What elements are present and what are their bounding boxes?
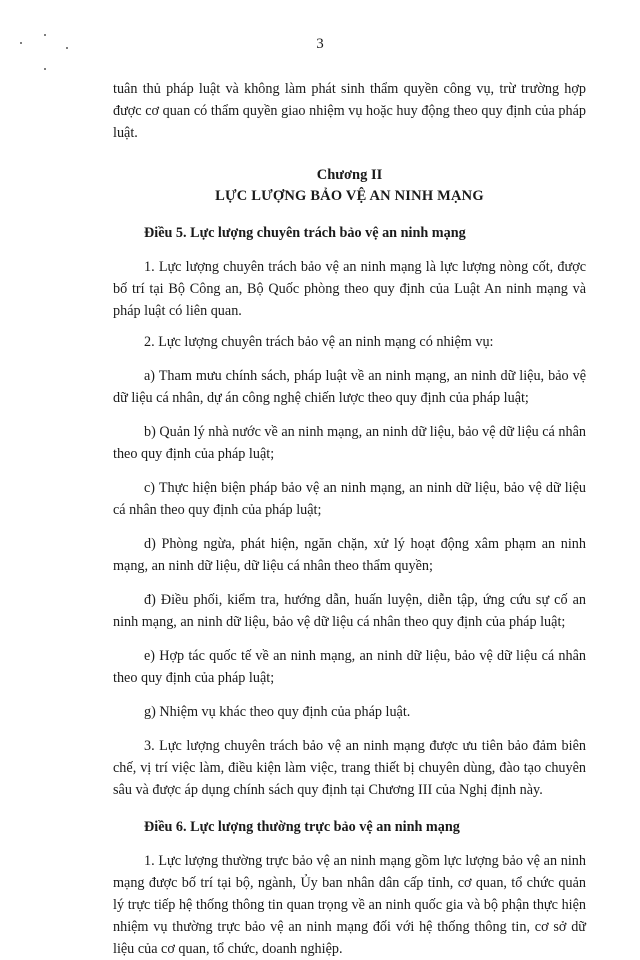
article-5-item-dd: đ) Điều phối, kiểm tra, hướng dẫn, huấn luyện, diễn tập, ứng cứu sự cố an ninh mạng, an ninh dữ liệu, bảo vệ dữ liệu cá nhân theo quy định của pháp luật; bbox=[113, 592, 586, 630]
scan-speck bbox=[44, 68, 46, 70]
document-body bbox=[113, 78, 586, 960]
article-5-heading: Điều 5. Lực lượng chuyên trách bảo vệ an ninh mạng bbox=[144, 225, 466, 241]
page-number: 3 bbox=[316, 36, 324, 52]
chapter-title: LỰC LƯỢNG BẢO VỆ AN NINH MẠNG bbox=[215, 188, 484, 204]
chapter-number: Chương II bbox=[316, 167, 383, 183]
article-5-item-b: b) Quản lý nhà nước về an ninh mạng, an ninh dữ liệu, bảo vệ dữ liệu cá nhân theo quy định của pháp luật; bbox=[113, 424, 586, 462]
article-5-item-g: g) Nhiệm vụ khác theo quy định của pháp luật. bbox=[144, 704, 411, 720]
article-5-item-d: d) Phòng ngừa, phát hiện, ngăn chặn, xử lý hoạt động xâm phạm an ninh mạng, an ninh dữ liệu, dữ liệu cá nhân theo thẩm quyền; bbox=[113, 536, 586, 574]
intro-paragraph: tuân thủ pháp luật và không làm phát sinh thẩm quyền công vụ, trừ trường hợp được cơ quan có thẩm quyền giao nhiệm vụ hoặc huy động theo quy định của pháp luật. bbox=[113, 81, 586, 141]
chapter-heading bbox=[113, 165, 586, 207]
article-5-item-c: c) Thực hiện biện pháp bảo vệ an ninh mạng, an ninh dữ liệu, bảo vệ dữ liệu cá nhân theo quy định của pháp luật; bbox=[113, 480, 586, 518]
article-6-heading: Điều 6. Lực lượng thường trực bảo vệ an ninh mạng bbox=[144, 819, 460, 835]
article-5-clause-2: 2. Lực lượng chuyên trách bảo vệ an ninh mạng có nhiệm vụ: bbox=[144, 334, 494, 350]
article-5-clause-1: 1. Lực lượng chuyên trách bảo vệ an ninh mạng là lực lượng nòng cốt, được bố trí tại Bộ Công an, Bộ Quốc phòng theo quy định của Luật An ninh mạng và pháp luật có liên quan. bbox=[113, 259, 586, 319]
article-5-item-e: e) Hợp tác quốc tế về an ninh mạng, an ninh dữ liệu, bảo vệ dữ liệu cá nhân theo quy định của pháp luật; bbox=[113, 648, 586, 686]
article-5-clause-3: 3. Lực lượng chuyên trách bảo vệ an ninh mạng được ưu tiên bảo đảm biên chế, vị trí việc làm, điều kiện làm việc, trang thiết bị chuyên dùng, đào tạo chuyên sâu và được áp dụng chính sách quy định tại Chương III của Nghị định này. bbox=[113, 738, 586, 798]
article-6-clause-1: 1. Lực lượng thường trực bảo vệ an ninh mạng gồm lực lượng bảo vệ an ninh mạng được bố trí tại bộ, ngành, Ủy ban nhân dân cấp tỉnh, cơ quan, tổ chức quản lý trực tiếp hệ thống thông tin quan trọng về an ninh quốc gia và bộ phận thực hiện nhiệm vụ thường trực bảo vệ an ninh mạng đối với hệ thống thông tin, cơ sở dữ liệu của cơ quan, tổ chức, doanh nghiệp. bbox=[113, 853, 586, 957]
article-5-item-a: a) Tham mưu chính sách, pháp luật về an ninh mạng, an ninh dữ liệu, bảo vệ dữ liệu cá nhân, dự án công nghệ chiến lược theo quy định của pháp luật; bbox=[113, 368, 586, 406]
